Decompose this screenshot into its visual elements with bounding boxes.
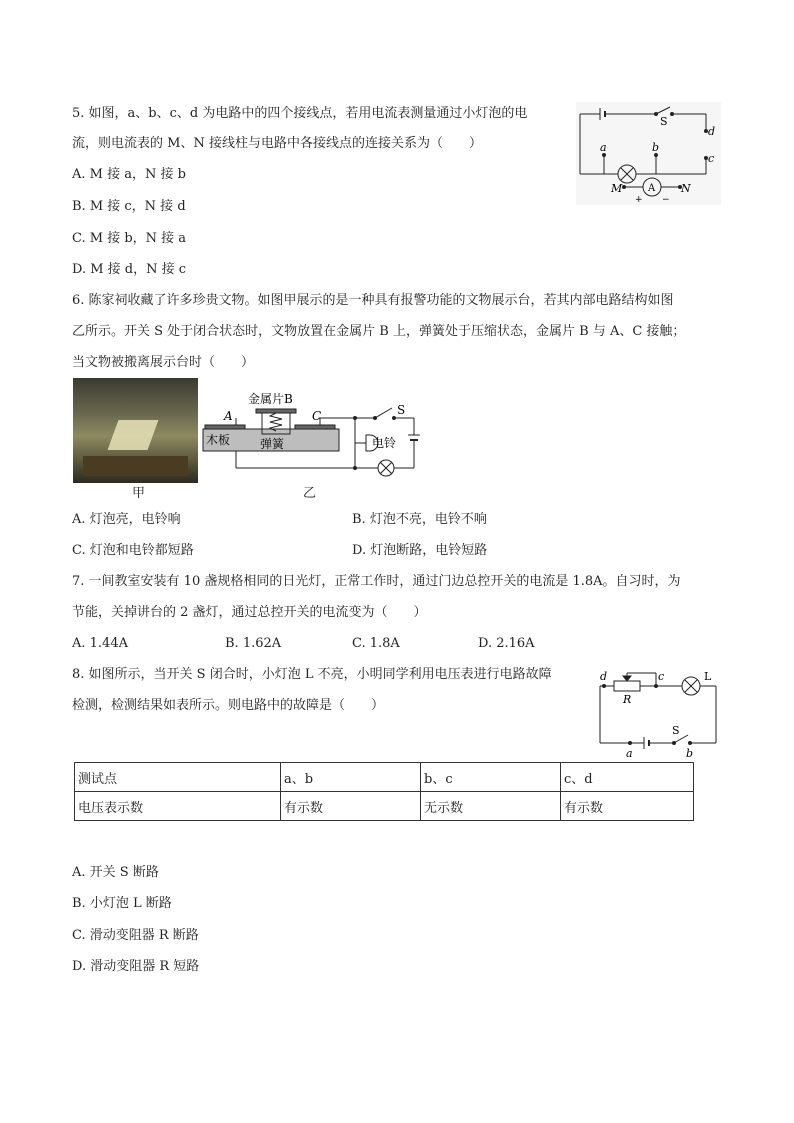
q7-option-c[interactable]: C. 1.8A	[352, 636, 400, 651]
q5-fig-b: b	[652, 141, 660, 154]
q6-option-a[interactable]: A. 灯泡亮，电铃响	[72, 512, 181, 527]
q7-option-d[interactable]: D. 2.16A	[478, 636, 535, 651]
q8-circuit-diagram	[596, 668, 724, 760]
table-cell: 无示数	[421, 792, 561, 821]
q8-fig-b: b	[686, 747, 694, 760]
q5-fig-a: a	[600, 141, 607, 154]
q6-fig-jia: 甲	[132, 486, 146, 501]
q7-stem-line1: 7. 一间教室安装有 10 盏规格相同的日光灯，正常工作时，通过门边总控开关的电流是 1.8A。自习时，为	[72, 574, 681, 589]
q6-stem-line2: 乙所示。开关 S 处于闭合状态时，文物放置在金属片 B 上，弹簧处于压缩状态，金属片 B 与 A、C 接触；	[72, 324, 686, 339]
table-cell: 测试点	[75, 763, 281, 792]
q6-circuit-diagram	[200, 388, 440, 483]
q8-fig-c: c	[658, 670, 665, 683]
q6-fig-c: C	[312, 409, 322, 423]
q5-fig-s: S	[660, 115, 668, 128]
q5-option-d[interactable]: D. M 接 d，N 接 c	[72, 262, 187, 277]
table-cell: 有示数	[561, 792, 694, 821]
table-header-row	[75, 763, 694, 792]
q8-test-table	[74, 762, 694, 821]
table-cell: b、c	[421, 763, 561, 792]
q5-circuit-diagram	[576, 102, 721, 205]
q8-stem-line1: 8. 如图所示，当开关 S 闭合时，小灯泡 L 不亮，小明同学利用电压表进行电路故障	[72, 667, 552, 682]
q8-fig-r: R	[623, 693, 632, 706]
q5-fig-plus: +	[635, 195, 643, 205]
q5-fig-d: d	[708, 125, 716, 138]
q7-stem-line2: 节能，关掉讲台的 2 盏灯，通过总控开关的电流变为（ ）	[72, 605, 427, 620]
q7-option-a[interactable]: A. 1.44A	[72, 636, 128, 651]
q5-fig-m: M	[611, 182, 623, 195]
q6-fig-s: S	[397, 403, 406, 417]
table-cell: a、b	[281, 763, 421, 792]
q8-option-c[interactable]: C. 滑动变阻器 R 断路	[72, 928, 199, 943]
q8-fig-d: d	[600, 670, 608, 683]
q6-fig-a: A	[224, 409, 233, 423]
q6-stem-line3: 当文物被搬离展示台时（ ）	[72, 355, 255, 370]
table-cell: 电压表示数	[75, 792, 281, 821]
q8-option-b[interactable]: B. 小灯泡 L 断路	[72, 896, 172, 911]
q5-option-c[interactable]: C. M 接 b，N 接 a	[72, 231, 187, 246]
q6-option-b[interactable]: B. 灯泡不亮，电铃不响	[352, 512, 487, 527]
q8-option-d[interactable]: D. 滑动变阻器 R 短路	[72, 959, 200, 974]
q5-option-a[interactable]: A. M 接 a，N 接 b	[72, 167, 186, 182]
q8-stem-line2: 检测，检测结果如表所示。则电路中的故障是（ ）	[72, 698, 385, 713]
q6-option-d[interactable]: D. 灯泡断路，电铃短路	[352, 543, 488, 558]
q6-fig-bell: 电铃	[372, 436, 397, 450]
q7-option-b[interactable]: B. 1.62A	[225, 636, 282, 651]
q5-fig-n: N	[681, 182, 691, 195]
q6-fig-metal-b: 金属片B	[248, 392, 293, 406]
q6-fig-yi: 乙	[303, 486, 317, 501]
q6-fig-board: 木板	[206, 433, 231, 447]
table-row	[75, 792, 694, 821]
q8-fig-l: L	[704, 670, 712, 683]
q5-fig-ammeter: A	[648, 183, 656, 194]
table-cell: 有示数	[281, 792, 421, 821]
q5-stem-line2: 流，则电流表的 M、N 接线柱与电路中各接线点的连接关系为（ ）	[72, 136, 482, 151]
q6-fig-spring: 弹簧	[260, 437, 285, 451]
q8-fig-a: a	[626, 747, 633, 760]
q6-display-case-photo	[73, 378, 198, 483]
q5-fig-minus: −	[662, 195, 670, 205]
q5-option-b[interactable]: B. M 接 c，N 接 d	[72, 199, 186, 214]
q5-stem-line1: 5. 如图，a、b、c、d 为电路中的四个接线点，若用电流表测量通过小灯泡的电	[72, 106, 528, 121]
q5-fig-c: c	[708, 152, 715, 165]
table-cell: c、d	[561, 763, 694, 792]
q6-option-c[interactable]: C. 灯泡和电铃都短路	[72, 543, 194, 558]
q6-stem-line1: 6. 陈家祠收藏了许多珍贵文物。如图甲展示的是一种具有报警功能的文物展示台，若其内部电路结构如图	[72, 293, 674, 308]
q8-fig-s: S	[672, 724, 680, 737]
q8-option-a[interactable]: A. 开关 S 断路	[72, 865, 159, 880]
